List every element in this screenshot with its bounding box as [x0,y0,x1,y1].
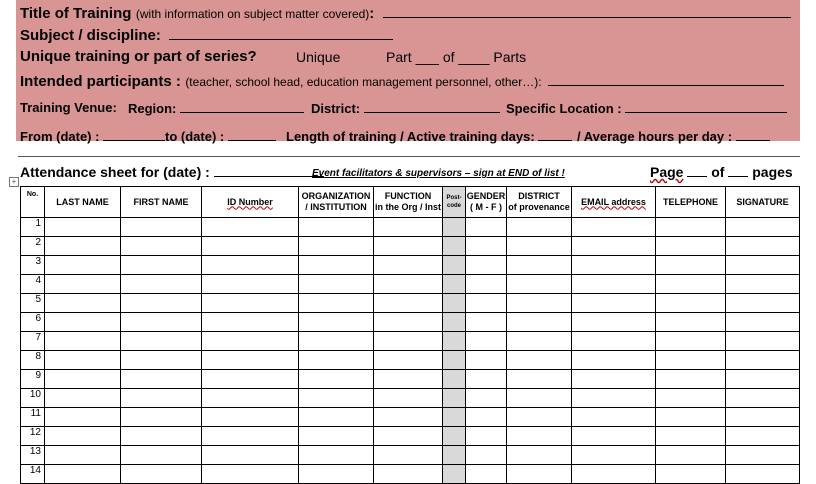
cell-id-number[interactable] [202,218,299,237]
attendance-label: Attendance sheet for (date) : [20,164,210,180]
separator-line [18,156,800,157]
table-row [21,275,800,294]
cell-no: 9 [21,370,45,389]
cell-district[interactable] [507,408,572,427]
from-field[interactable] [103,128,165,141]
series-label: Unique training or part of series? [20,48,257,65]
cell-postcode[interactable] [443,256,466,275]
cell-no: 12 [21,427,45,446]
participants-line [20,71,784,91]
cell-first-name[interactable] [121,408,202,427]
cell-postcode[interactable] [443,408,466,427]
cell-postcode[interactable] [443,218,466,237]
from-line [20,128,165,144]
cell-organization[interactable] [299,313,374,332]
cell-signature[interactable] [726,465,800,484]
cell-email[interactable] [572,427,656,446]
district-label: District: [311,101,361,116]
col-telephone: TELEPHONE [656,187,726,218]
cell-telephone[interactable] [656,465,726,484]
cell-last-name[interactable] [45,256,121,275]
cell-telephone[interactable] [656,351,726,370]
cell-last-name[interactable] [45,370,121,389]
cell-last-name[interactable] [45,389,121,408]
cell-telephone[interactable] [656,294,726,313]
cell-gender[interactable] [466,389,507,408]
facilitator-note: Event facilitators & supervisors – sign at END of list ! [312,168,565,179]
cell-email[interactable] [572,370,656,389]
cell-first-name[interactable] [121,313,202,332]
cell-postcode[interactable] [443,294,466,313]
cell-district[interactable] [507,370,572,389]
participants-field[interactable] [548,71,784,86]
cell-district[interactable] [507,256,572,275]
cell-email[interactable] [572,237,656,256]
cell-signature[interactable] [726,218,800,237]
cell-organization[interactable] [299,275,374,294]
cell-function[interactable] [374,256,443,275]
cell-id-number[interactable] [202,389,299,408]
cell-telephone[interactable] [656,389,726,408]
col-postcode-line1: Post- [446,195,462,201]
series-unique[interactable]: Unique [296,49,341,65]
cell-organization[interactable] [299,465,374,484]
cell-id-number[interactable] [202,275,299,294]
cell-signature[interactable] [726,389,800,408]
cell-gender[interactable] [466,313,507,332]
page-number-field[interactable] [687,164,707,177]
cell-email[interactable] [572,313,656,332]
cell-organization[interactable] [299,294,374,313]
district-line [311,100,500,116]
cell-email[interactable] [572,465,656,484]
cell-function[interactable] [374,446,443,465]
cell-id-number[interactable] [202,256,299,275]
cell-district[interactable] [507,332,572,351]
series-part[interactable]: Part ___ of ____ Parts [386,49,527,65]
cell-signature[interactable] [726,237,800,256]
cell-no: 4 [21,275,45,294]
cell-signature[interactable] [726,370,800,389]
col-id-number [202,187,299,218]
cell-signature[interactable] [726,313,800,332]
cell-first-name[interactable] [121,332,202,351]
cell-last-name[interactable] [45,446,121,465]
district-field[interactable] [364,100,500,113]
cell-no: 10 [21,389,45,408]
cell-signature[interactable] [726,408,800,427]
col-gender-line1: GENDER [466,191,506,201]
cell-email[interactable] [572,408,656,427]
pages-word: pages [752,164,793,180]
cell-email[interactable] [572,275,656,294]
cell-id-number[interactable] [202,237,299,256]
cell-email[interactable] [572,446,656,465]
cell-no: 2 [21,237,45,256]
cell-last-name[interactable] [45,332,121,351]
cell-telephone[interactable] [656,256,726,275]
cell-district[interactable] [507,313,572,332]
cell-first-name[interactable] [121,237,202,256]
cell-email[interactable] [572,351,656,370]
cell-postcode[interactable] [443,465,466,484]
page-total-field[interactable] [728,164,748,177]
hours-line [577,128,770,144]
cell-last-name[interactable] [45,237,121,256]
table-row [21,370,800,389]
col-id-number-label: ID Number [227,196,273,207]
attendance-table [20,186,800,484]
length-field[interactable] [538,128,572,141]
cell-telephone[interactable] [656,446,726,465]
cell-signature[interactable] [726,332,800,351]
cell-function[interactable] [374,275,443,294]
cell-no: 7 [21,332,45,351]
cell-signature[interactable] [726,294,800,313]
cell-no: 11 [21,408,45,427]
cell-signature[interactable] [726,256,800,275]
col-function [374,187,443,218]
cell-organization[interactable] [299,389,374,408]
col-first-name: FIRST NAME [121,187,202,218]
cell-gender[interactable] [466,294,507,313]
cell-gender[interactable] [466,256,507,275]
cell-postcode[interactable] [443,370,466,389]
cell-function[interactable] [374,370,443,389]
table-row [21,332,800,351]
cell-signature[interactable] [726,275,800,294]
col-district-line2: of provenance [508,202,570,212]
cell-organization[interactable] [299,218,374,237]
cell-gender[interactable] [466,465,507,484]
col-organization [299,187,374,218]
col-email-label: EMAIL address [581,196,646,207]
subject-field[interactable] [169,25,393,40]
cell-function[interactable] [374,427,443,446]
cell-telephone[interactable] [656,313,726,332]
hours-field[interactable] [736,128,770,141]
table-row [21,389,800,408]
cell-district[interactable] [507,275,572,294]
col-function-line1: FUNCTION [384,191,432,201]
table-row [21,427,800,446]
cell-gender[interactable] [466,427,507,446]
cell-id-number[interactable] [202,351,299,370]
cell-email[interactable] [572,332,656,351]
title-line: Title of Training (with information on subject matter covered): [20,3,791,23]
cell-telephone[interactable] [656,275,726,294]
cell-district[interactable] [507,351,572,370]
cell-first-name[interactable] [121,446,202,465]
cell-first-name[interactable] [121,427,202,446]
cell-first-name[interactable] [121,351,202,370]
cell-id-number[interactable] [202,294,299,313]
col-organization-line2: / INSTITUTION [305,202,367,212]
cell-last-name[interactable] [45,408,121,427]
cell-no: 8 [21,351,45,370]
cell-no: 6 [21,313,45,332]
cell-gender[interactable] [466,370,507,389]
cell-district[interactable] [507,465,572,484]
attendance-date-field[interactable] [214,164,324,177]
table-header-row [21,187,800,218]
col-district-line1: DISTRICT [518,191,560,201]
cell-email[interactable] [572,294,656,313]
to-label: to (date) : [165,129,225,144]
cell-organization[interactable] [299,332,374,351]
cell-district[interactable] [507,389,572,408]
col-email [572,187,656,218]
cell-district[interactable] [507,294,572,313]
table-row [21,237,800,256]
location-label: Specific Location : [506,101,622,116]
to-field[interactable] [228,128,276,141]
cell-gender[interactable] [466,332,507,351]
cell-signature[interactable] [726,351,800,370]
cell-telephone[interactable] [656,408,726,427]
cell-telephone[interactable] [656,218,726,237]
cell-last-name[interactable] [45,294,121,313]
cell-organization[interactable] [299,351,374,370]
series-line [20,48,257,66]
cell-postcode[interactable] [443,332,466,351]
cell-function[interactable] [374,465,443,484]
cell-telephone[interactable] [656,427,726,446]
cell-postcode[interactable] [443,313,466,332]
of-word: of [711,164,725,180]
title-label: Title of Training [20,5,132,22]
cell-organization[interactable] [299,408,374,427]
table-row [21,465,800,484]
cell-gender[interactable] [466,237,507,256]
col-no: No. [21,187,45,218]
cell-no: 3 [21,256,45,275]
cell-first-name[interactable] [121,275,202,294]
participants-label: Intended participants : [20,73,181,90]
cell-postcode[interactable] [443,427,466,446]
table-row [21,313,800,332]
cell-id-number[interactable] [202,465,299,484]
table-row [21,351,800,370]
cell-id-number[interactable] [202,446,299,465]
cell-first-name[interactable] [121,256,202,275]
cell-telephone[interactable] [656,332,726,351]
col-postcode-line2: code [446,203,461,209]
location-field[interactable] [625,100,787,113]
cell-no: 13 [21,446,45,465]
cell-function[interactable] [374,294,443,313]
venue-label: Training Venue: [20,100,117,115]
cell-function[interactable] [374,351,443,370]
cell-telephone[interactable] [656,237,726,256]
cell-id-number[interactable] [202,313,299,332]
col-organization-line1: ORGANIZATION [301,191,371,201]
cell-district[interactable] [507,237,572,256]
cell-id-number[interactable] [202,427,299,446]
cell-first-name[interactable] [121,294,202,313]
page-counter [650,164,793,180]
title-field[interactable] [383,3,791,18]
hours-label: / Average hours per day : [577,129,733,144]
cell-district[interactable] [507,446,572,465]
col-district [507,187,572,218]
cell-postcode[interactable] [443,237,466,256]
col-postcode [443,187,466,218]
cell-function[interactable] [374,313,443,332]
cell-last-name[interactable] [45,275,121,294]
table-row [21,446,800,465]
length-line [286,128,572,144]
cell-postcode[interactable] [443,446,466,465]
cell-gender[interactable] [466,275,507,294]
cell-email[interactable] [572,389,656,408]
cell-first-name[interactable] [121,465,202,484]
region-field[interactable] [180,100,304,113]
title-note: (with information on subject matter covered) [135,7,370,21]
cell-last-name[interactable] [45,313,121,332]
col-function-line2: in the Org / Inst [374,202,441,212]
cell-function[interactable] [374,389,443,408]
cell-function[interactable] [374,237,443,256]
cell-signature[interactable] [726,427,800,446]
length-label: Length of training / Active training days: [286,129,535,144]
cell-no: 14 [21,465,45,484]
subject-line [20,25,393,45]
attendance-line [20,164,324,180]
region-line [128,100,304,116]
cell-no: 1 [21,218,45,237]
col-signature: SIGNATURE [726,187,800,218]
cell-last-name[interactable] [45,465,121,484]
cell-telephone[interactable] [656,370,726,389]
cell-gender[interactable] [466,351,507,370]
cell-id-number[interactable] [202,408,299,427]
cell-function[interactable] [374,408,443,427]
cell-id-number[interactable] [202,370,299,389]
cell-postcode[interactable] [443,351,466,370]
cell-organization[interactable] [299,427,374,446]
table-row [21,294,800,313]
cell-signature[interactable] [726,446,800,465]
table-move-handle-icon[interactable]: + [9,177,19,187]
cell-email[interactable] [572,256,656,275]
cell-organization[interactable] [299,237,374,256]
cell-no: 5 [21,294,45,313]
cell-function[interactable] [374,218,443,237]
col-gender [466,187,507,218]
cell-first-name[interactable] [121,218,202,237]
cell-postcode[interactable] [443,389,466,408]
cell-gender[interactable] [466,408,507,427]
cell-email[interactable] [572,218,656,237]
table-row [21,256,800,275]
location-line [506,100,787,116]
cell-first-name[interactable] [121,370,202,389]
region-label: Region: [128,101,177,116]
participants-note: (teacher, school head, education management personnel, other…): [185,75,542,89]
subject-label: Subject / discipline: [20,27,161,44]
cell-organization[interactable] [299,446,374,465]
col-gender-line2: ( M - F ) [470,202,502,212]
cell-postcode[interactable] [443,275,466,294]
cell-last-name[interactable] [45,351,121,370]
cell-gender[interactable] [466,446,507,465]
cell-organization[interactable] [299,370,374,389]
table-row [21,218,800,237]
cell-first-name[interactable] [121,389,202,408]
cell-last-name[interactable] [45,427,121,446]
cell-function[interactable] [374,332,443,351]
cell-last-name[interactable] [45,218,121,237]
cell-id-number[interactable] [202,332,299,351]
from-label: From (date) : [20,129,100,144]
cell-gender[interactable] [466,218,507,237]
to-line [165,128,276,144]
cell-district[interactable] [507,218,572,237]
cell-organization[interactable] [299,256,374,275]
cell-district[interactable] [507,427,572,446]
table-row [21,408,800,427]
col-last-name: LAST NAME [45,187,121,218]
page-word: Page [650,164,684,180]
